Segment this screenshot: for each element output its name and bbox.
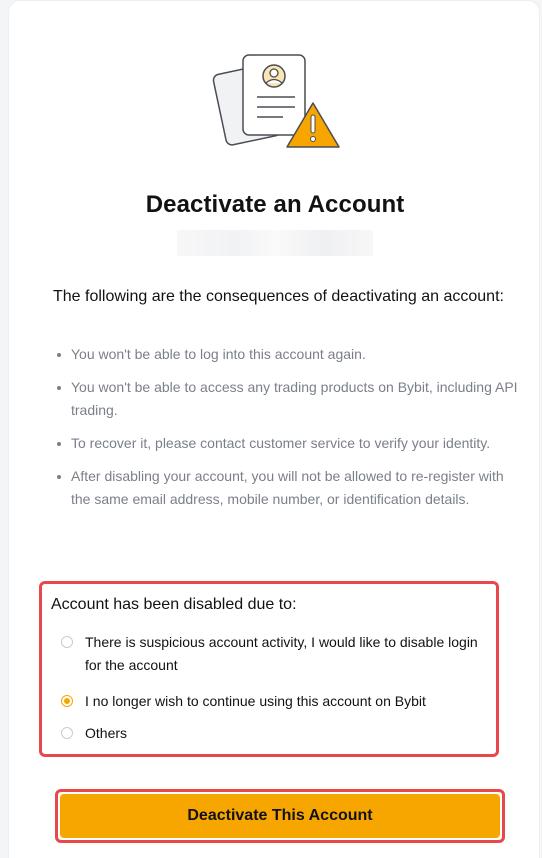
reason-option-label: I no longer wish to continue using this account on Bybit (85, 693, 426, 709)
list-item: After disabling your account, you will not be allowed to re-register with the same email address, mobile number, or identification details. (53, 465, 523, 511)
reason-heading: Account has been disabled due to: (51, 596, 297, 613)
page-title: Deactivate an Account (145, 191, 405, 218)
reason-option-suspicious[interactable] (53, 631, 485, 677)
reason-option-others[interactable] (53, 722, 485, 745)
radio-button[interactable] (61, 636, 73, 648)
consequences-list (53, 343, 523, 521)
bullet-dot (57, 475, 61, 479)
radio-button[interactable] (61, 727, 73, 739)
bullet-dot (57, 353, 61, 357)
bullet-dot (57, 386, 61, 390)
radio-button-selected[interactable] (61, 695, 73, 707)
document-warning-icon (207, 49, 351, 159)
reason-option-no-longer-use[interactable] (53, 690, 485, 713)
consequences-intro: The following are the consequences of deactivating an account: (53, 288, 504, 305)
list-item: You won't be able to access any trading products on Bybit, including API trading. (53, 376, 523, 422)
deactivate-account-button[interactable]: Deactivate This Account (60, 794, 500, 838)
masked-account-identifier (177, 230, 373, 256)
bullet-dot (57, 442, 61, 446)
reason-option-label: There is suspicious account activity, I would like to disable login for the account (85, 634, 478, 673)
deactivate-button-highlight (55, 789, 505, 843)
list-item: To recover it, please contact customer service to verify your identity. (53, 432, 523, 455)
reason-option-label: Others (85, 725, 128, 741)
deactivate-account-card (8, 0, 540, 858)
list-item: You won't be able to log into this account again. (53, 343, 523, 366)
